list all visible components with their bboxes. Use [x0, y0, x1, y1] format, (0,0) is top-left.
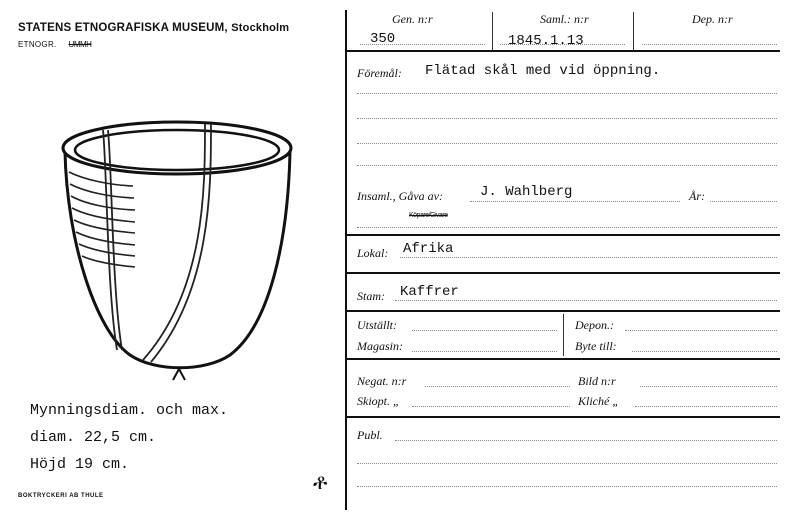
magasin-label: Magasin: [357, 339, 403, 353]
gen-dots [360, 44, 485, 45]
bowl-foot-mark [173, 369, 185, 380]
foremal-label: Föremål: [357, 66, 402, 80]
stam-value: Kaffrer [400, 284, 459, 300]
publ-dots-2 [357, 463, 777, 464]
ar-label: År: [689, 189, 705, 203]
lokal-dots [400, 257, 777, 258]
foremal-dots-1 [357, 93, 777, 94]
etnogr-label-row [18, 40, 91, 49]
rule-6 [347, 416, 780, 418]
foremal-dots-4 [357, 165, 777, 166]
publ-dots-1 [395, 440, 777, 441]
lokal-label: Lokal: [357, 246, 389, 260]
description-line-3: Höjd 19 cm. [30, 456, 130, 473]
museum-city: Stockholm [231, 22, 290, 34]
foremal-dots-3 [357, 143, 777, 144]
cliche-label: Kliché „ [578, 394, 619, 408]
skiopt-dots [412, 406, 570, 407]
etnogr-label: ETNOGR. [18, 40, 57, 49]
description-line-1: Mynningsdiam. och max. [30, 402, 229, 419]
description-text [30, 397, 228, 478]
dep-dots [642, 44, 777, 45]
top-divider-1 [492, 12, 493, 50]
depon-dots [625, 330, 777, 331]
magasin-dots [412, 351, 557, 352]
insaml-label: Insaml., Gåva av: [357, 189, 443, 203]
saml-dots [500, 44, 625, 45]
bowl-body-outline [65, 152, 290, 368]
ar-dots [710, 201, 777, 202]
etnogr-overprint: UMMH [68, 40, 92, 49]
bild-label: Bild n:r [578, 374, 616, 388]
bild-dots [640, 386, 777, 387]
printer-credit: BOKTRYCKERI AB THULE [18, 493, 104, 499]
byte-dots [632, 351, 777, 352]
negat-dots [425, 386, 570, 387]
top-divider-2 [633, 12, 634, 50]
stam-label: Stam: [357, 289, 385, 303]
negat-label: Negat. n:r [357, 374, 407, 388]
description-line-2: diam. 22,5 cm. [30, 429, 157, 446]
depon-label: Depon.: [575, 318, 614, 332]
byte-label: Byte till: [575, 339, 617, 353]
rule-4 [347, 310, 780, 312]
insaml-value: J. Wahlberg [480, 184, 573, 200]
utstallt-dots [412, 330, 557, 331]
rule-2 [347, 234, 780, 236]
rule-5 [347, 358, 780, 360]
cliche-dots [635, 406, 777, 407]
gen-label: Gen. n:r [392, 12, 433, 26]
foremal-dots-2 [357, 118, 777, 119]
gen-value: 350 [370, 31, 396, 47]
saml-value: 1845.1.13 [508, 33, 584, 49]
rule-1 [347, 50, 780, 52]
rule-3 [347, 272, 780, 274]
museum-name [18, 22, 289, 34]
bowl-drawing [55, 110, 305, 400]
publ-dots-3 [357, 486, 777, 487]
skiopt-label: Skiopt. „ [357, 394, 400, 408]
insaml-overprint: Köpare/Givare [409, 212, 448, 219]
museum-title: STATENS ETNOGRAFISKA MUSEUM, [18, 22, 228, 34]
stam-dots [395, 300, 777, 301]
utstallt-label: Utställt: [357, 318, 398, 332]
card-divider [345, 10, 347, 510]
publ-label: Publ. [357, 428, 383, 442]
foremal-value: Flätad skål med vid öppning. [425, 63, 661, 79]
mid-divider [563, 314, 564, 356]
insaml-dots-2 [357, 227, 777, 228]
dep-label: Dep. n:r [692, 12, 733, 26]
lokal-value: Afrika [403, 241, 454, 257]
saml-label: Saml.: n:r [540, 12, 589, 26]
insaml-dots [470, 201, 680, 202]
handwritten-mark: ቶ [313, 470, 328, 495]
